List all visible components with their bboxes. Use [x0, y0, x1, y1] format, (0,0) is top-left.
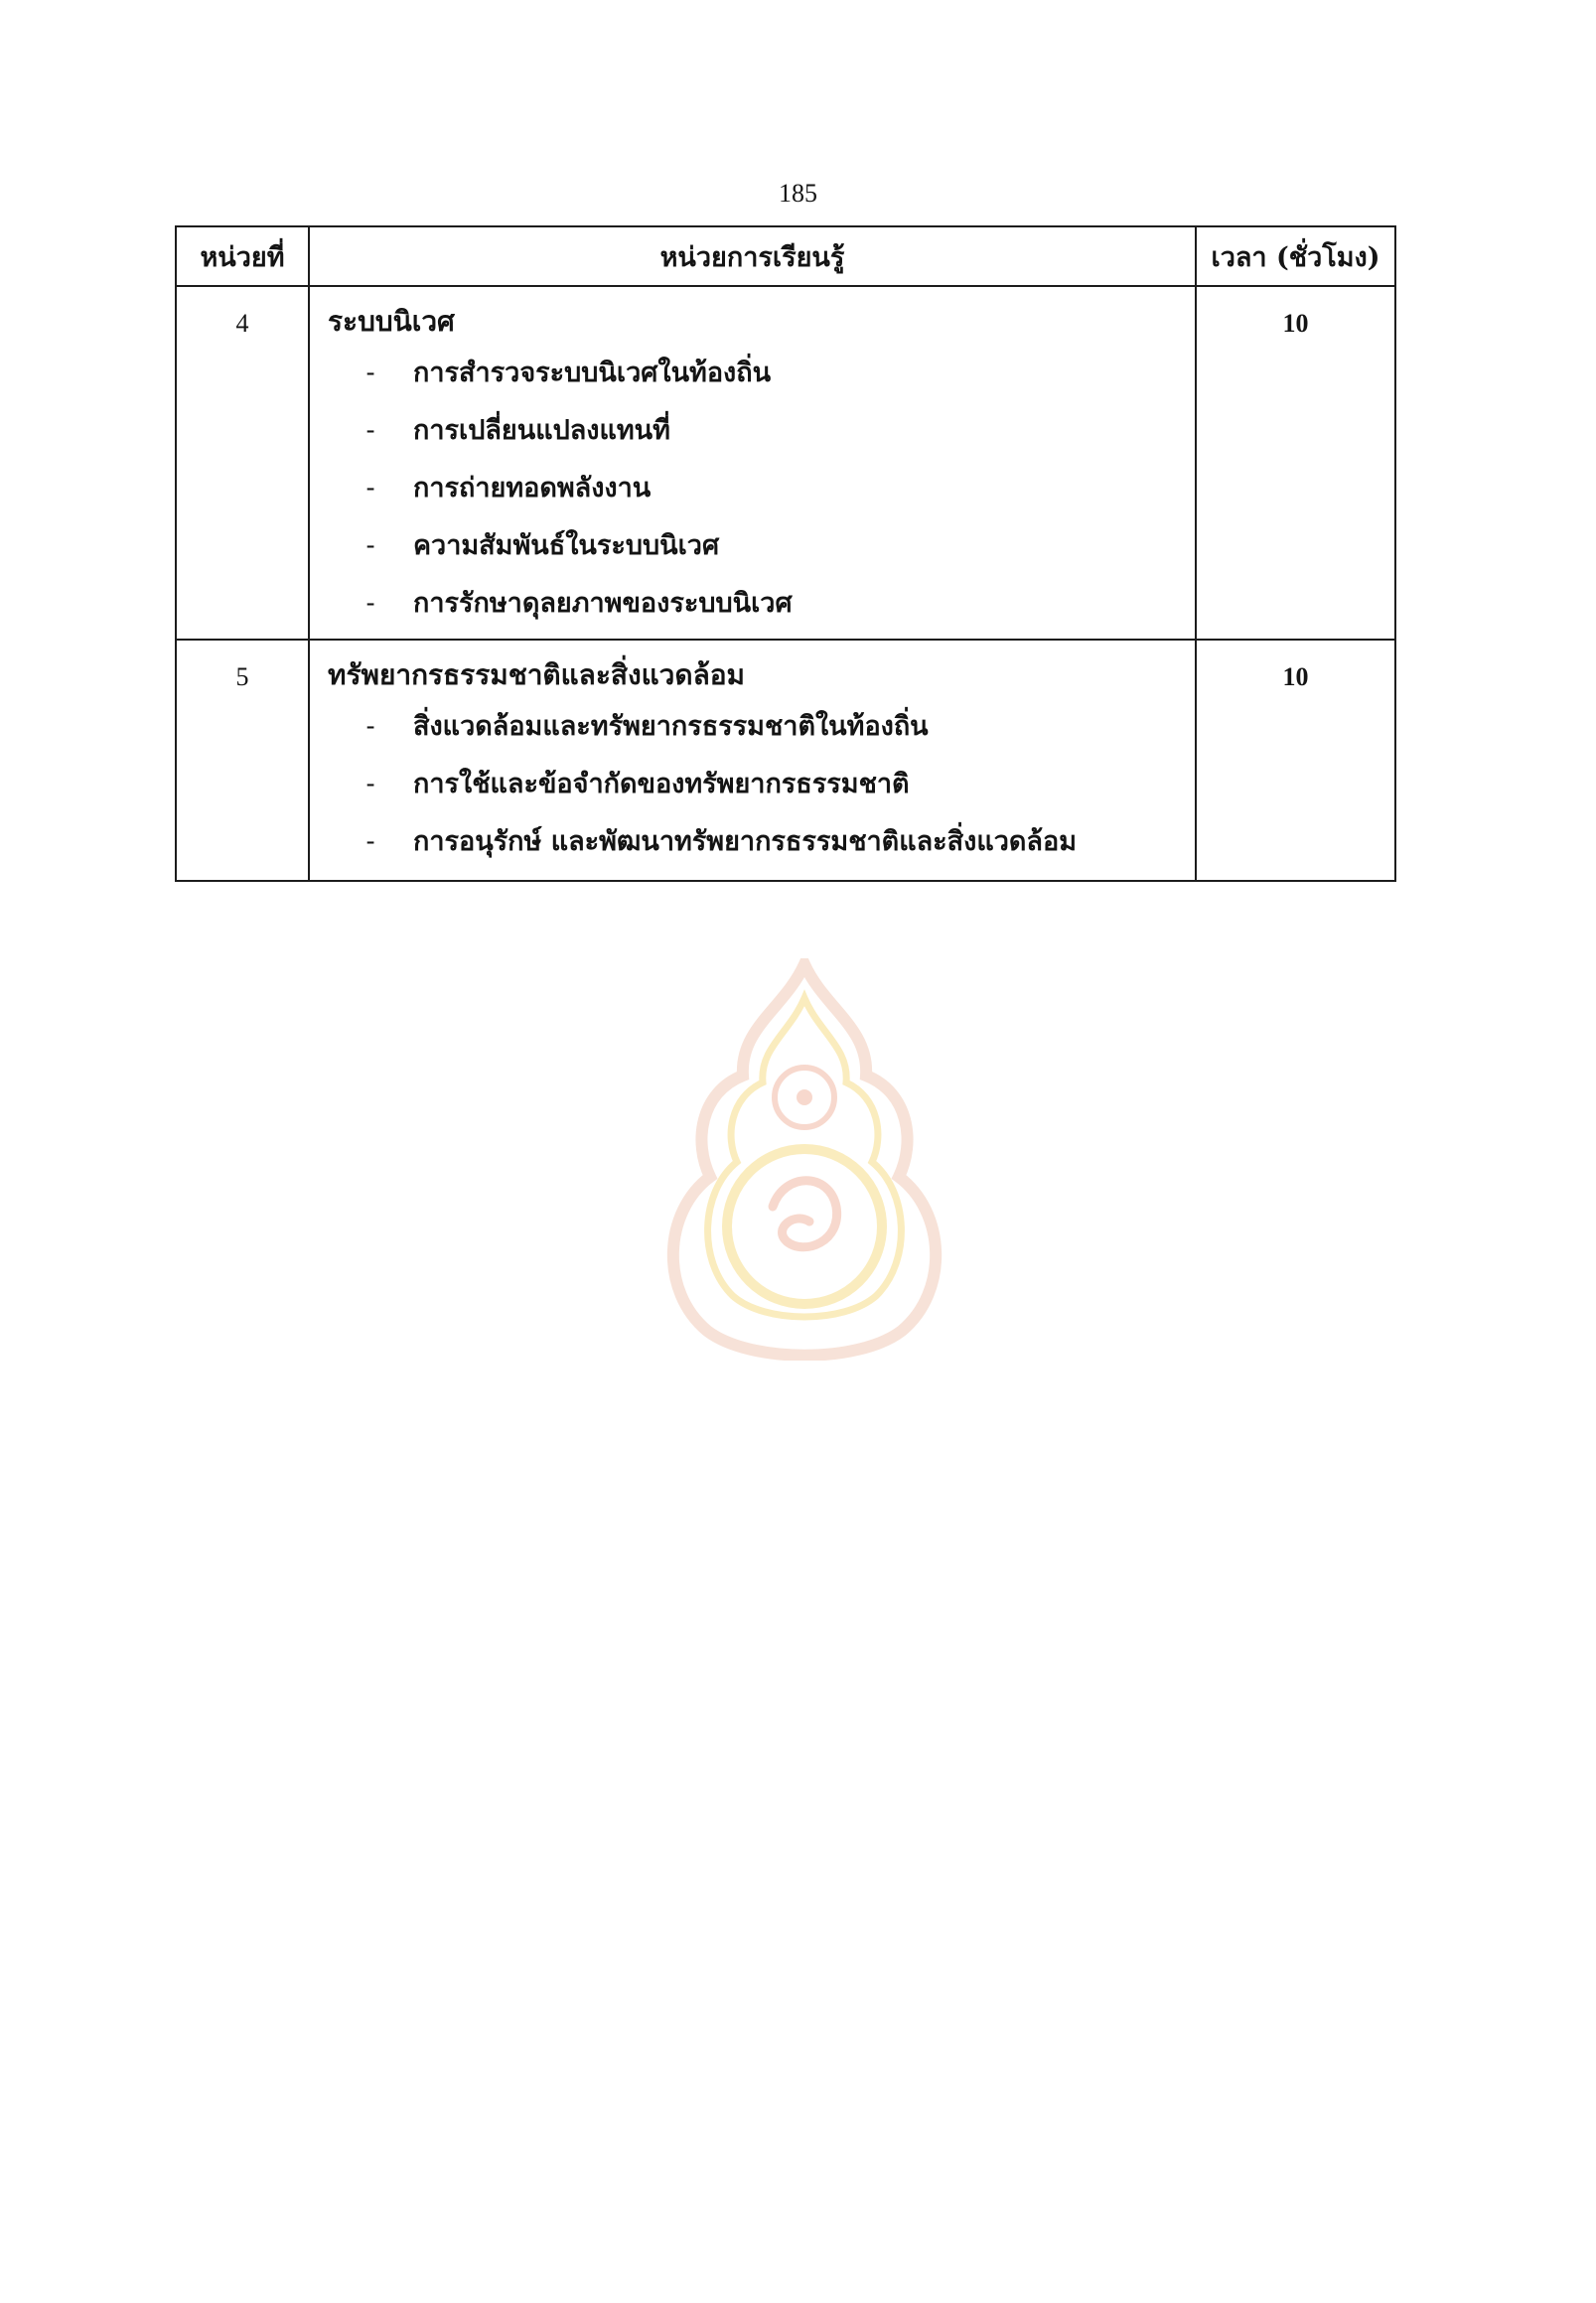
- unit-content: [309, 640, 1196, 881]
- table-row: [176, 286, 1395, 640]
- unit-hours: 10: [1196, 640, 1395, 881]
- unit-hours: 10: [1196, 286, 1395, 640]
- table-header-row: [176, 226, 1395, 286]
- bullet-dash: -: [365, 415, 375, 446]
- bullet-dash: -: [365, 530, 375, 561]
- curriculum-table: [175, 225, 1396, 882]
- topic-text: การสำรวจระบบนิเวศในท้องถิ่น: [413, 358, 772, 388]
- unit-content: [309, 286, 1196, 640]
- obec-emblem-icon: [655, 958, 953, 1361]
- list-item: [328, 575, 1195, 633]
- topic-text: การใช้และข้อจำกัดของทรัพยากรธรรมชาติ: [413, 769, 910, 799]
- unit-number: 5: [176, 640, 309, 881]
- bullet-dash: -: [365, 588, 375, 619]
- bullet-dash: -: [365, 826, 375, 857]
- bullet-dash: -: [365, 711, 375, 742]
- header-unit: หน่วยที่: [176, 226, 309, 286]
- page-number: 185: [779, 179, 817, 208]
- table-row: [176, 640, 1395, 881]
- topic-text: ความสัมพันธ์ในระบบนิเวศ: [413, 530, 720, 561]
- topic-list: [328, 345, 1195, 633]
- emblem-seal: [727, 1149, 882, 1304]
- list-item: [328, 517, 1195, 575]
- unit-number: 4: [176, 286, 309, 640]
- list-item: [328, 345, 1195, 402]
- topic-text: การถ่ายทอดพลังงาน: [413, 473, 652, 504]
- topic-text: การอนุรักษ์ และพัฒนาทรัพยากรธรรมชาติและสิ่งแวดล้อม: [413, 826, 1077, 857]
- list-item: [328, 813, 1195, 871]
- list-item: [328, 756, 1195, 813]
- unit-title: ระบบนิเวศ: [328, 305, 455, 338]
- topic-list: [328, 698, 1195, 871]
- bullet-dash: -: [365, 358, 375, 388]
- unit-title: ทรัพยากรธรรมชาติและสิ่งแวดล้อม: [328, 658, 745, 691]
- topic-text: การเปลี่ยนแปลงแทนที่: [413, 415, 670, 446]
- header-learning-unit: หน่วยการเรียนรู้: [309, 226, 1196, 286]
- emblem-outer: [673, 964, 936, 1356]
- emblem-monogram: [773, 1181, 837, 1247]
- list-item: [328, 698, 1195, 756]
- bullet-dash: -: [365, 769, 375, 799]
- topic-text: การรักษาดุลยภาพของระบบนิเวศ: [413, 588, 793, 619]
- list-item: [328, 460, 1195, 517]
- topic-text: สิ่งแวดล้อมและทรัพยากรธรรมชาติในท้องถิ่น: [413, 711, 929, 742]
- emblem-wheel-hub: [797, 1089, 812, 1105]
- header-hours: เวลา (ชั่วโมง): [1196, 226, 1395, 286]
- bullet-dash: -: [365, 473, 375, 504]
- list-item: [328, 402, 1195, 460]
